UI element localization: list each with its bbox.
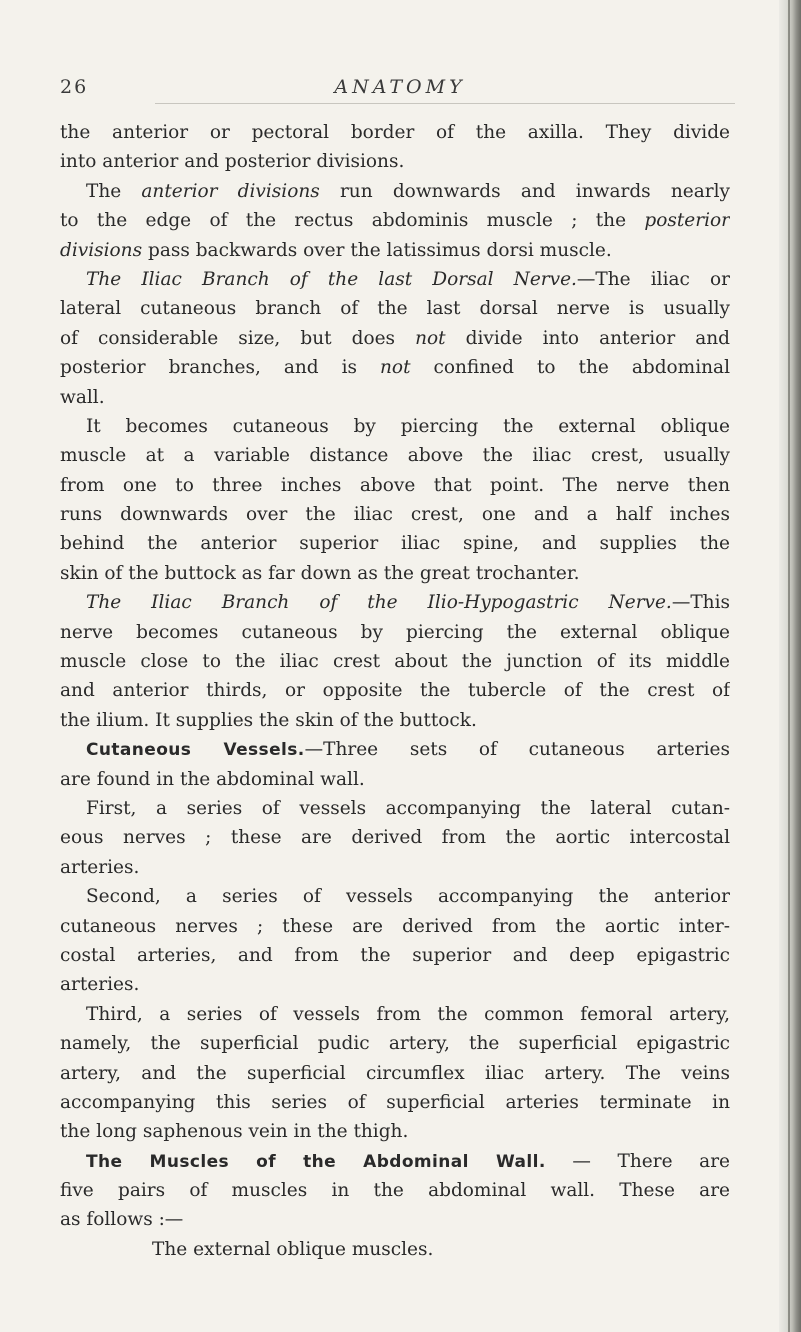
- text-line: [60, 588, 730, 617]
- text-line: It becomes cutaneous by piercing the external oblique: [86, 415, 730, 437]
- text-line: skin of the buttock as far down as the great trochanter.: [60, 562, 580, 584]
- text-line: muscle close to the iliac crest about the junction of its middle: [60, 651, 730, 673]
- text-run: divide into anterior and: [445, 327, 730, 349]
- text-line: [60, 206, 730, 235]
- term-posterior: posterior: [644, 210, 730, 232]
- text-run: to the edge of the rectus abdominis muscle ; the: [60, 210, 645, 232]
- page-edge: [779, 0, 801, 1332]
- text-line: into anterior and posterior divisions.: [60, 151, 405, 173]
- text-line: arteries.: [60, 856, 140, 878]
- text-run: confined to the abdominal: [410, 357, 730, 379]
- text-line: Third, a series of vessels from the common femoral artery,: [86, 1003, 730, 1025]
- text-line: the long saphenous vein in the thigh.: [60, 1121, 409, 1143]
- text-line: behind the anterior superior iliac spine, and supplies the: [60, 533, 730, 555]
- heading-cutaneous-vessels: Cutaneous Vessels.: [86, 740, 305, 761]
- text-line: are found in the abdominal wall.: [60, 768, 365, 790]
- text-line: namely, the superficial pudic artery, the superficial epigastric: [60, 1033, 730, 1055]
- text-run: —This: [671, 592, 730, 614]
- text-line: eous nerves ; these are derived from the aortic intercostal: [60, 827, 730, 849]
- text-line: runs downwards over the iliac crest, one and a half inches: [60, 504, 730, 526]
- text-line: costal arteries, and from the superior and deep epigastric: [60, 944, 730, 966]
- text-line: five pairs of muscles in the abdominal wall. These are: [60, 1180, 730, 1202]
- emphasis-not: not: [380, 357, 411, 379]
- heading-muscles-abdominal-wall: The Muscles of the Abdominal Wall.: [86, 1151, 546, 1172]
- body-text: [60, 118, 730, 1264]
- text-line: accompanying this series of superficial arteries terminate in: [60, 1091, 730, 1113]
- text-run: posterior branches, and is: [60, 357, 381, 379]
- text-line: the anterior or pectoral border of the axilla. They divide: [60, 122, 730, 143]
- text-line: from one to three inches above that point. The nerve then: [60, 474, 730, 496]
- text-line: as follows :—: [60, 1209, 184, 1231]
- text-line: and anterior thirds, or opposite the tubercle of the crest of: [60, 680, 730, 702]
- text-run: —The iliac or: [576, 268, 730, 290]
- text-line: [60, 353, 730, 382]
- text-line: wall.: [60, 386, 105, 408]
- heading-iliac-branch-ilio-hypogastric: The Iliac Branch of the Ilio-Hypogastric Nerve.: [86, 592, 672, 614]
- text-line: [60, 324, 730, 353]
- text-line: [60, 1147, 730, 1176]
- text-line: lateral cutaneous branch of the last dorsal nerve is usually: [60, 298, 730, 320]
- text-run: — There are: [545, 1150, 730, 1172]
- text-run: The: [86, 180, 142, 202]
- text-line: cutaneous nerves ; these are derived from the aortic inter-: [60, 915, 730, 937]
- text-line: The external oblique muscles.: [152, 1238, 434, 1260]
- text-line: the ilium. It supplies the skin of the buttock.: [60, 709, 477, 731]
- text-line: [60, 236, 730, 265]
- page-number: 26: [60, 76, 89, 98]
- page-header: [60, 76, 740, 106]
- text-run: of considerable size, but does: [60, 327, 416, 349]
- text-line: muscle at a variable distance above the iliac crest, usually: [60, 445, 730, 467]
- text-line: artery, and the superficial circumflex iliac artery. The veins: [60, 1062, 730, 1084]
- text-line: First, a series of vessels accompanying the lateral cutan-: [86, 797, 730, 819]
- emphasis-not: not: [415, 327, 446, 349]
- term-anterior-divisions: anterior divisions: [141, 180, 320, 202]
- text-run: pass backwards over the latissimus dorsi muscle.: [142, 239, 612, 261]
- text-line: Second, a series of vessels accompanying the anterior: [86, 886, 730, 908]
- text-line: [60, 735, 730, 764]
- text-run: run downwards and inwards nearly: [319, 180, 730, 202]
- term-divisions: divisions: [60, 239, 143, 261]
- text-line: arteries.: [60, 974, 140, 996]
- text-run: —Three sets of cutaneous arteries: [304, 739, 730, 761]
- text-line: [60, 265, 730, 294]
- page-edge-line: [788, 0, 790, 1332]
- text-line: nerve becomes cutaneous by piercing the external oblique: [60, 621, 730, 643]
- text-line: [60, 177, 730, 206]
- header-rule: [155, 103, 735, 104]
- running-head: ANATOMY: [334, 76, 466, 98]
- heading-iliac-branch-dorsal: The Iliac Branch of the last Dorsal Nerve.: [86, 268, 577, 290]
